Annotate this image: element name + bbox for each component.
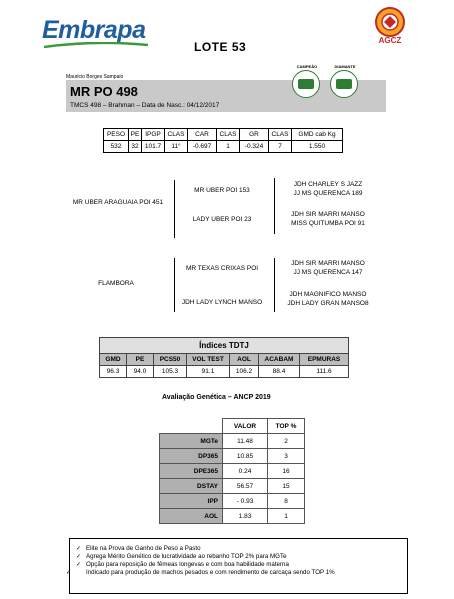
champion-seal-icon [292,64,320,98]
list-item [66,569,402,576]
indices-title-row [100,338,349,354]
table-row [160,494,305,509]
pedigree-connector [274,178,275,234]
performance-header-row [104,129,343,141]
pedigree-dss: JDH SIR MARRI MANSO [291,260,365,267]
table-cell: 1.550 [292,141,343,153]
note-text: Indicado para produção de machos pesados e com rendimento de carcaça sendo TOP 1% [86,569,335,576]
embrapa-swoosh-icon [44,42,148,48]
ancp-table [159,418,305,524]
row-label: DSTAY [160,479,223,494]
embrapa-logo: Embrapa [42,16,146,44]
table-header-cell: GMD [100,354,127,366]
table-row [160,479,305,494]
table-cell: 94.0 [127,366,154,378]
animal-details: TMCS 498 – Brahman – Data de Nasc.: 04/12/2017 [70,102,220,109]
indices-value-row [100,366,349,378]
table-header-cell: CLAS [269,129,292,141]
note-text: Elite na Prova de Ganho de Peso a Pasto [86,545,201,552]
table-cell: 16 [268,464,305,479]
list-item [76,553,287,560]
ancp-title: Avaliação Genética – ANCP 2019 [162,394,271,401]
pedigree-dam: FLAMBORA [98,280,134,287]
table-cell: 0.24 [223,464,268,479]
table-cell: 7 [269,141,292,153]
row-label: AOL [160,509,223,524]
table-cell: -0.697 [188,141,217,153]
table-cell: 111.6 [300,366,349,378]
table-header-cell: VALOR [223,419,268,434]
table-header-cell: CLAS [165,129,188,141]
table-header-cell: PE [129,129,142,141]
list-item [76,545,201,552]
table-cell: 3 [268,449,305,464]
owner-name: Mauricio Borges Sampaio [66,74,124,80]
notes-box [66,538,408,594]
agcz-label: AGCZ [378,36,402,45]
row-label: DP365 [160,449,223,464]
agcz-emblem-icon [364,6,416,52]
indices-header-row [100,354,349,366]
table-cell: 106.2 [230,366,259,378]
table-header-cell: GMD cab Kg [292,129,343,141]
table-row [160,434,305,449]
diamond-seal-icon [330,64,358,98]
pedigree-dds: JDH MAGNIFICO MANSO [289,291,367,298]
table-cell: -0.324 [240,141,269,153]
table-cell: 101.7 [142,141,165,153]
lot-title: LOTE 53 [194,40,247,54]
table-cell: 1.83 [223,509,268,524]
pedigree-sdd: MISS QUITUMBA POI 91 [291,220,365,227]
table-row [160,464,305,479]
table-header-cell: PESO [104,129,129,141]
table-cell: 11.48 [223,434,268,449]
table-header-cell: ACABAM [259,354,300,366]
row-label: DPE365 [160,464,223,479]
check-icon: ✓ [76,545,82,552]
pedigree-sire-dam: LADY UBER POI 23 [192,216,252,223]
pedigree-connector [174,180,175,238]
table-cell: 15 [268,479,305,494]
pedigree-ssd: JJ MS QUERENCA 189 [293,190,363,197]
table-cell: 1 [217,141,240,153]
table-header-cell: TOP % [268,419,305,434]
pedigree-connector [274,258,275,312]
table-row [160,509,305,524]
table-header-cell: PE [127,354,154,366]
table-cell: 56.57 [223,479,268,494]
note-text: Opção para reposição de fêmeas longevas e com boa habilidade materna [86,561,289,568]
check-icon: ✓ [76,561,82,568]
pedigree-sds: JDH SIR MARRI MANSO [291,211,365,218]
table-cell: 8 [268,494,305,509]
check-icon: ✓ [76,553,82,560]
list-item [76,561,289,568]
table-cell: 11° [165,141,188,153]
table-cell: 105.3 [154,366,187,378]
seal-label: CAMPEÃO [296,64,318,69]
table-cell: 2 [268,434,305,449]
performance-value-row [104,141,343,153]
table-header-cell: CLAS [217,129,240,141]
table-cell: 88.4 [259,366,300,378]
pedigree-sire: MR UBER ARAGUAIA POI 451 [72,199,164,206]
pedigree-dam-dam: JDH LADY LYNCH MANSO [181,299,263,306]
table-header-cell: EPMURAS [300,354,349,366]
table-cell: 96.3 [100,366,127,378]
table-cell: 91.1 [187,366,230,378]
indices-title: Índices TDTJ [100,338,349,354]
note-text: Agrega Mérito Genético de lucratividade ao rebanho TOP 2% para MGTe [86,553,287,560]
table-header-cell: IPGP [142,129,165,141]
table-cell: - 0.93 [223,494,268,509]
animal-name: MR PO 498 [70,84,138,99]
pedigree-dsd: JJ MS QUERENCA 147 [293,269,363,276]
table-header-cell: AOL [230,354,259,366]
ancp-header-row [160,419,305,434]
indices-table [99,337,349,378]
table-row [160,449,305,464]
table-cell: 10.85 [223,449,268,464]
table-header-cell: CAR [188,129,217,141]
table-header-cell: GR [240,129,269,141]
pedigree-sss: JDH CHARLEY S JAZZ [293,181,363,188]
row-label: MGTe [160,434,223,449]
pedigree-ddd: JDH LADY GRAN MANSO8 [287,300,369,307]
table-header-cell: PCS50 [154,354,187,366]
pedigree-dam-sire: MR TEXAS CRIXAS POI [185,265,259,272]
check-icon: ✓ [66,569,72,576]
table-header-cell: VOL TEST [187,354,230,366]
table-cell: 32 [129,141,142,153]
table-cell: 1 [268,509,305,524]
seal-label: DIAMANTE [334,64,356,69]
table-cell: 532 [104,141,129,153]
pedigree-sire-sire: MR UBER POI 153 [194,187,250,194]
performance-table [103,128,343,153]
row-label: IPP [160,494,223,509]
agcz-logo [364,6,416,52]
